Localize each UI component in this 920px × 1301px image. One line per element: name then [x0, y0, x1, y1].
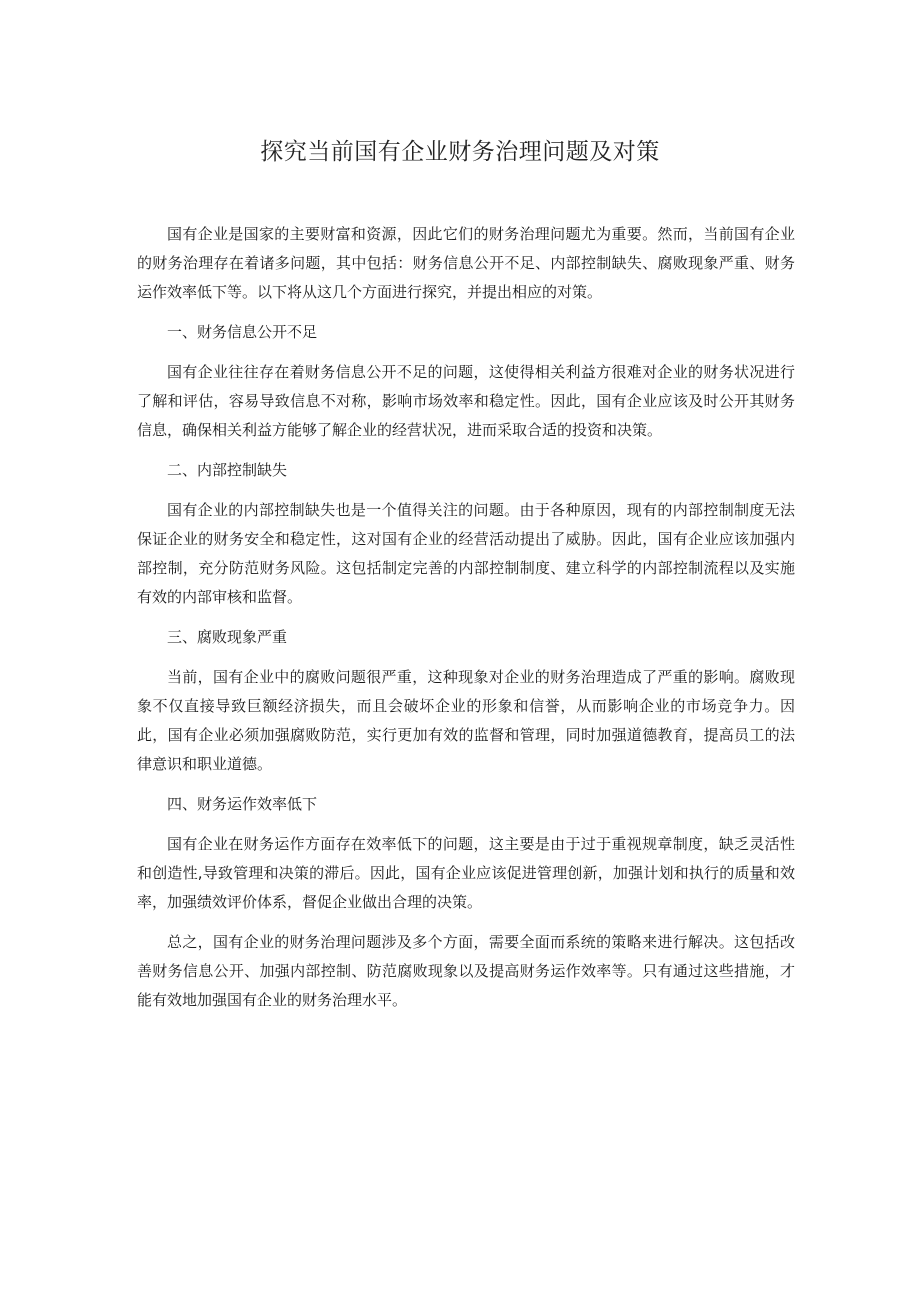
section-heading-1: 一、财务信息公开不足	[167, 323, 318, 341]
section-paragraph-3: 当前，国有企业中的腐败问题很严重，这种现象对企业的财务治理造成了严重的影响。腐败现象不仅直接导致巨额经济损失，而且会破坏企业的形象和信誉，从而影响企业的市场竞争力。因此，国有企业必须加强腐败防范，实行更加有效的监督和管理，同时加强道德教育，提高员工的法律意识和职业道德。	[137, 668, 795, 773]
section-paragraph-4: 国有企业在财务运作方面存在效率低下的问题，这主要是由于过于重视规章制度，缺乏灵活性和创造性,导致管理和决策的滞后。因此，国有企业应该促进管理创新，加强计划和执行的质量和效率，加强绩效评价体系，督促企业做出合理的决策。	[137, 835, 795, 911]
intro-paragraph: 国有企业是国家的主要财富和资源，因此它们的财务治理问题尤为重要。然而，当前国有企业的财务治理存在着诸多问题，其中包括：财务信息公开不足、内部控制缺失、腐败现象严重、财务运作效率低下等。以下将从这几个方面进行探究，并提出相应的对策。	[137, 225, 795, 301]
document-body	[137, 220, 795, 1026]
document-title: 探究当前国有企业财务治理问题及对策	[260, 139, 660, 165]
section-heading-2: 二、内部控制缺失	[167, 461, 288, 479]
section-paragraph-1: 国有企业往往存在着财务信息公开不足的问题，这使得相关利益方很难对企业的财务状况进行了解和评估，容易导致信息不对称，影响市场效率和稳定性。因此，国有企业应该及时公开其财务信息，确保相关利益方能够了解企业的经营状况，进而采取合适的投资和决策。	[137, 363, 795, 439]
section-heading-4: 四、财务运作效率低下	[167, 795, 318, 813]
conclusion-paragraph: 总之，国有企业的财务治理问题涉及多个方面，需要全面而系统的策略来进行解决。这包括改善财务信息公开、加强内部控制、防范腐败现象以及提高财务运作效率等。只有通过这些措施，才能有效地加强国有企业的财务治理水平。	[137, 933, 795, 1009]
section-heading-3: 三、腐败现象严重	[167, 628, 288, 646]
section-paragraph-2: 国有企业的内部控制缺失也是一个值得关注的问题。由于各种原因，现有的内部控制制度无法保证企业的财务安全和稳定性，这对国有企业的经营活动提出了威胁。因此，国有企业应该加强内部控制，充分防范财务风险。这包括制定完善的内部控制制度、建立科学的内部控制流程以及实施有效的内部审核和监督。	[137, 501, 795, 606]
